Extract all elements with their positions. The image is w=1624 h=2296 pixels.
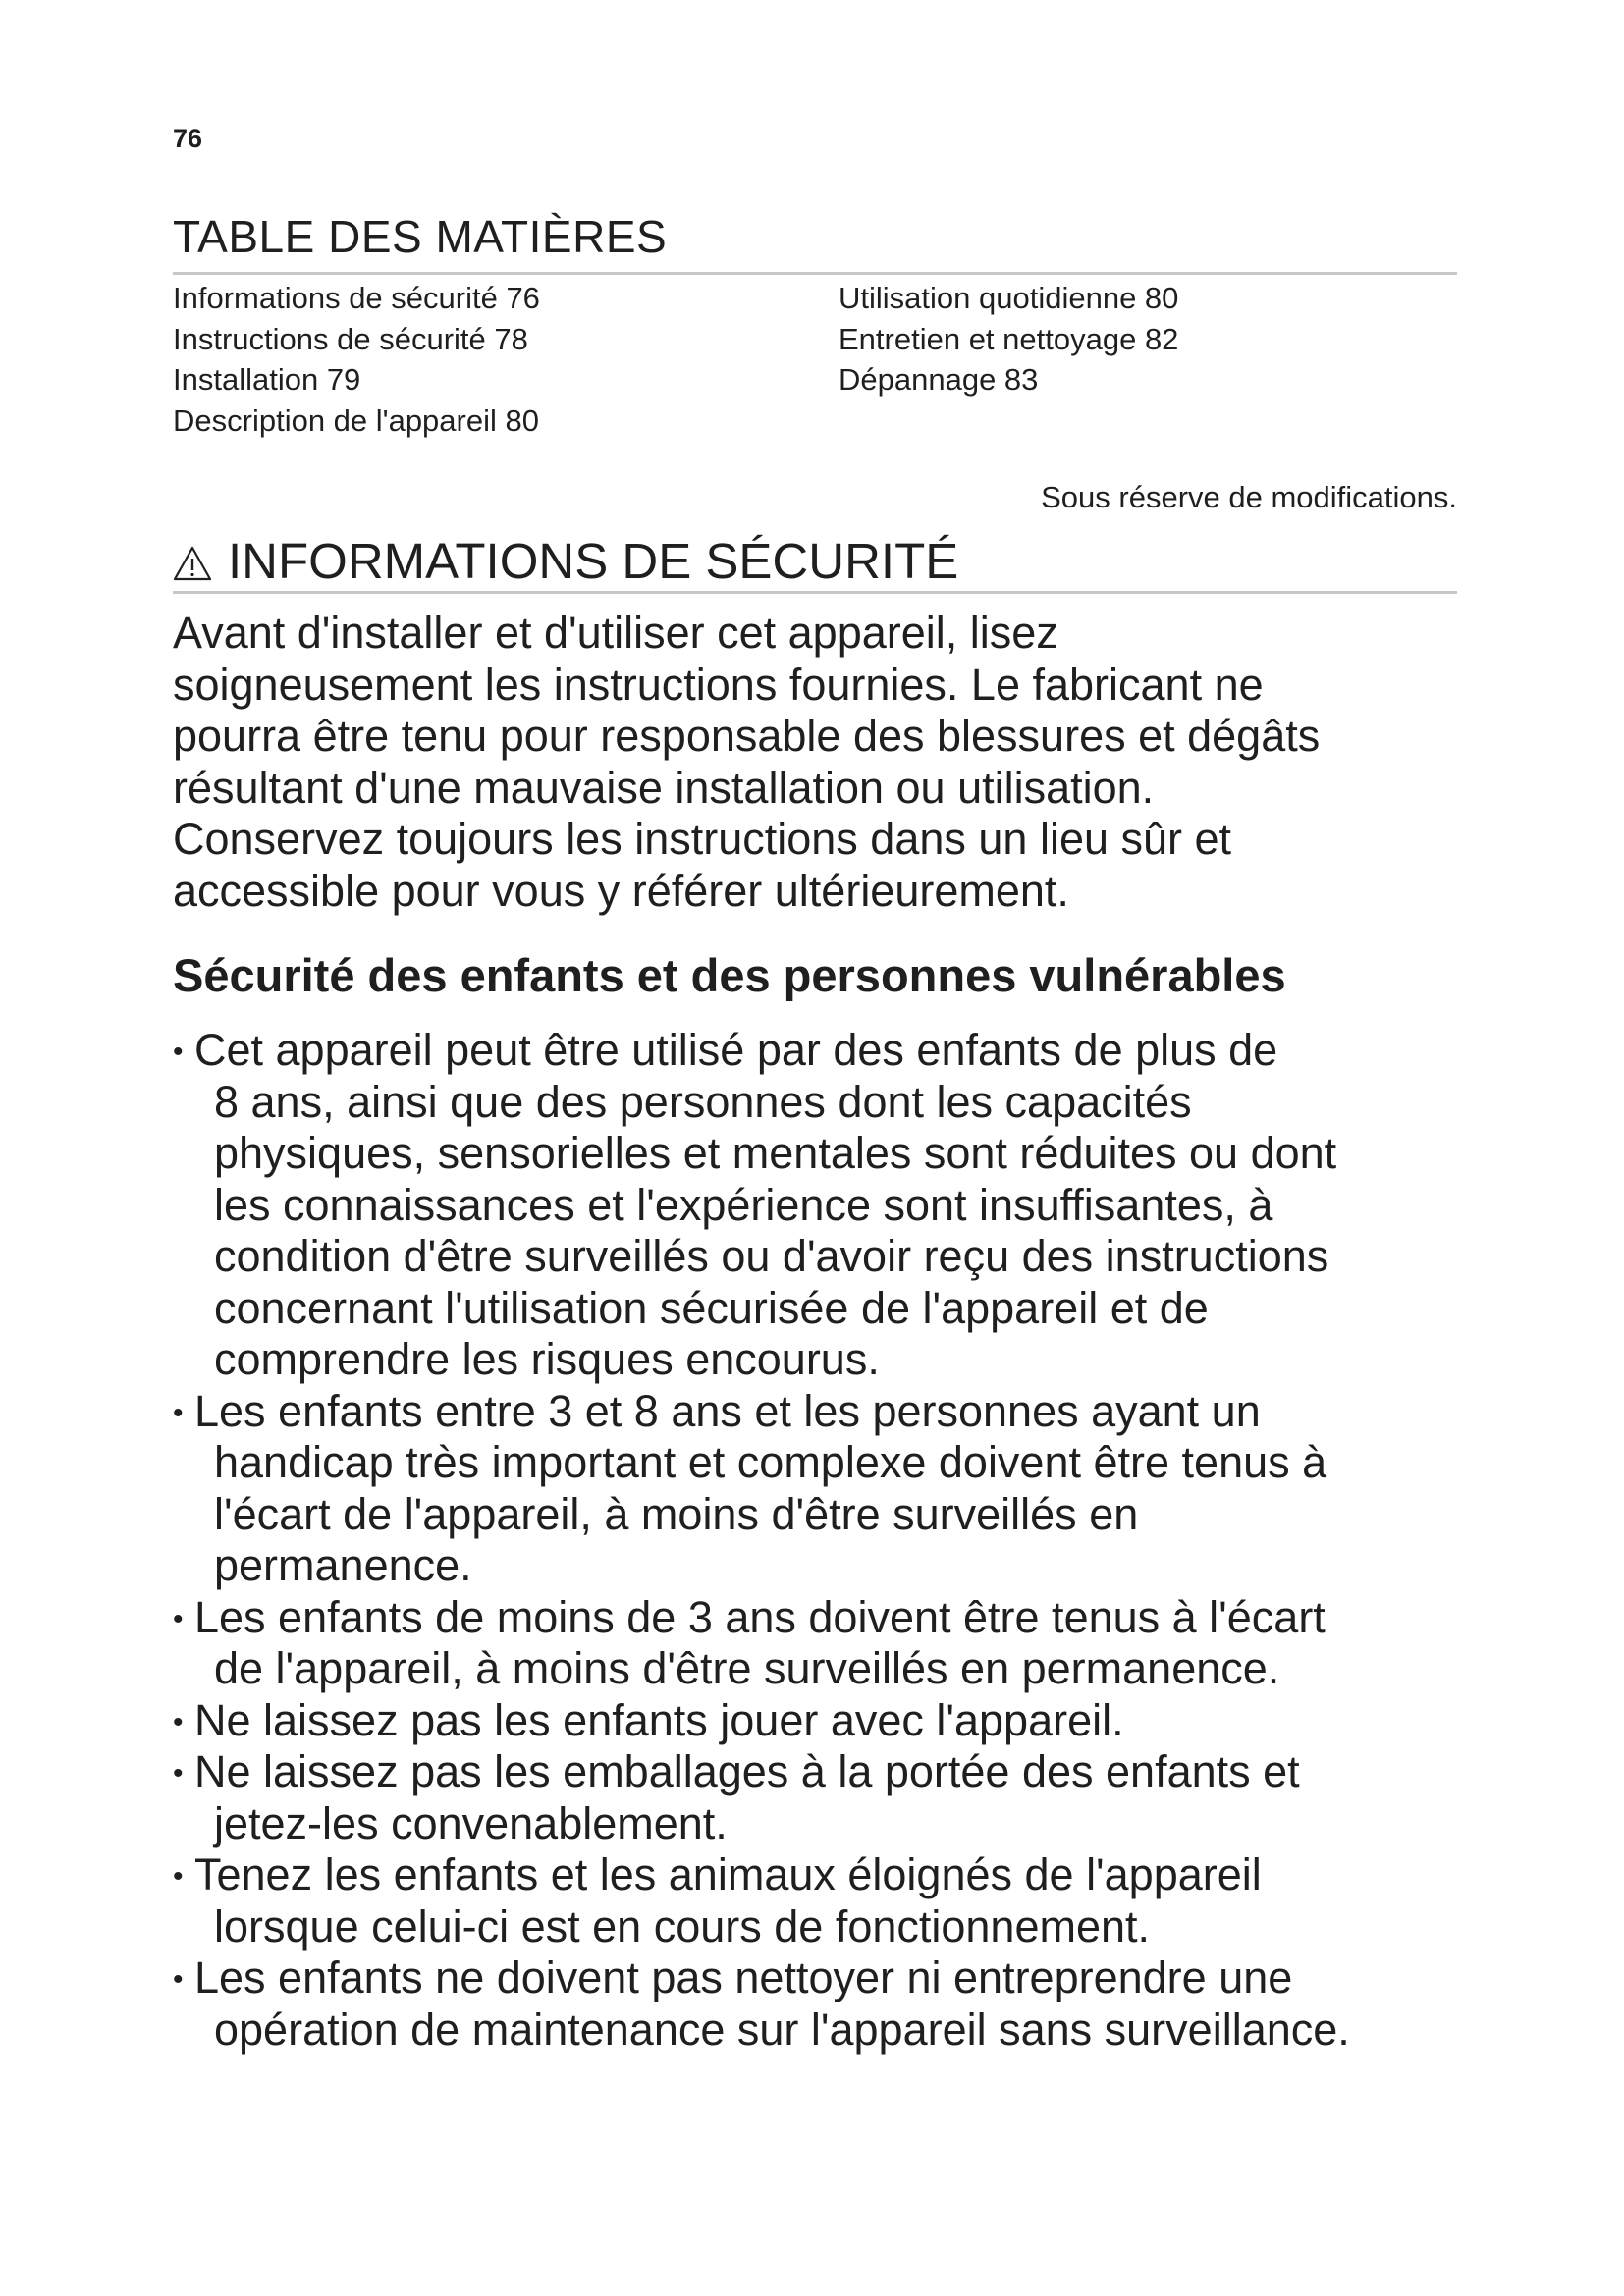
bullet-text bbox=[194, 1386, 1326, 1592]
bullet-line: opération de maintenance sur l'appareil sans surveillance. bbox=[214, 2003, 1350, 2055]
list-item bbox=[171, 1386, 1487, 1592]
toc-entry: Dépannage 83 bbox=[839, 362, 1039, 397]
bullet-text bbox=[194, 1952, 1350, 2056]
toc-divider bbox=[173, 272, 1457, 275]
bullet-line: permanence. bbox=[214, 1540, 472, 1590]
list-item bbox=[171, 1952, 1487, 2056]
page-number: 76 bbox=[173, 124, 203, 153]
bullet-dot-icon: • bbox=[173, 1963, 184, 1996]
bullet-marker bbox=[171, 1386, 194, 1592]
bullet-line: Ne laissez pas les emballages à la portée des enfants et bbox=[194, 1746, 1300, 1796]
toc-entry: Installation 79 bbox=[173, 362, 361, 397]
list-item bbox=[171, 1695, 1487, 1747]
list-item bbox=[171, 1746, 1487, 1849]
intro-line: accessible pour vous y référer ultérieurement. bbox=[173, 865, 1069, 916]
bullet-text bbox=[194, 1695, 1124, 1747]
bullet-dot-icon: • bbox=[173, 1860, 184, 1893]
bullet-dot-icon: • bbox=[173, 1705, 184, 1738]
bullet-line: physiques, sensorielles et mentales sont réduites ou dont bbox=[214, 1128, 1337, 1178]
warning-triangle-icon bbox=[173, 546, 212, 581]
bullet-text bbox=[194, 1025, 1336, 1386]
toc-left-column bbox=[173, 278, 540, 441]
bullet-line: les connaissances et l'expérience sont insuffisantes, à bbox=[214, 1179, 1273, 1230]
bullet-line: l'écart de l'appareil, à moins d'être surveillés en bbox=[214, 1488, 1139, 1539]
bullet-line: handicap très important et complexe doivent être tenus à bbox=[214, 1437, 1327, 1487]
bullet-line: de l'appareil, à moins d'être surveillés en permanence. bbox=[214, 1643, 1280, 1693]
intro-line: Avant d'installer et d'utiliser cet appareil, lisez bbox=[173, 608, 1058, 658]
list-item bbox=[171, 1849, 1487, 1952]
bullet-line: Ne laissez pas les enfants jouer avec l'appareil. bbox=[194, 1694, 1124, 1745]
bullet-marker bbox=[171, 1592, 194, 1695]
bullet-dot-icon: • bbox=[173, 1602, 184, 1635]
bullet-line: Cet appareil peut être utilisé par des enfants de plus de bbox=[194, 1025, 1278, 1075]
toc-right-column bbox=[839, 278, 1178, 400]
bullet-marker bbox=[171, 1746, 194, 1849]
bullet-text bbox=[194, 1746, 1300, 1849]
bullet-line: 8 ans, ainsi que des personnes dont les capacités bbox=[214, 1076, 1192, 1127]
intro-line: pourra être tenu pour responsable des blessures et dégâts bbox=[173, 711, 1321, 761]
subheading: Sécurité des enfants et des personnes vulnérables bbox=[173, 949, 1286, 1001]
bullet-line: lorsque celui-ci est en cours de fonctionnement. bbox=[214, 1900, 1151, 1951]
toc-entry: Entretien et nettoyage 82 bbox=[839, 321, 1179, 356]
toc-entry: Description de l'appareil 80 bbox=[173, 402, 539, 438]
section-title bbox=[173, 533, 959, 589]
bullet-text bbox=[194, 1592, 1326, 1695]
list-item bbox=[171, 1592, 1487, 1695]
bullet-text bbox=[194, 1849, 1262, 1952]
bullet-dot-icon: • bbox=[173, 1396, 184, 1429]
bullet-line: concernant l'utilisation sécurisée de l'appareil et de bbox=[214, 1282, 1209, 1333]
bullet-marker bbox=[171, 1849, 194, 1952]
toc-entry: Informations de sécurité 76 bbox=[173, 281, 540, 315]
bullet-line: Les enfants de moins de 3 ans doivent être tenus à l'écart bbox=[194, 1591, 1326, 1642]
bullet-dot-icon: • bbox=[173, 1757, 184, 1789]
toc-title: TABLE DES MATIÈRES bbox=[173, 211, 668, 262]
bullet-marker bbox=[171, 1025, 194, 1386]
bullet-marker bbox=[171, 1952, 194, 2056]
bullet-line: comprendre les risques encourus. bbox=[214, 1334, 880, 1384]
section-title-text: INFORMATIONS DE SÉCURITÉ bbox=[228, 533, 959, 589]
bullet-list bbox=[171, 1025, 1487, 2056]
section-divider bbox=[173, 591, 1457, 594]
bullet-dot-icon: • bbox=[173, 1036, 184, 1068]
toc-entry: Utilisation quotidienne 80 bbox=[839, 281, 1179, 315]
intro-line: soigneusement les instructions fournies. Le fabricant ne bbox=[173, 659, 1264, 710]
bullet-line: Les enfants entre 3 et 8 ans et les personnes ayant un bbox=[194, 1385, 1261, 1436]
toc-entry: Instructions de sécurité 78 bbox=[173, 321, 528, 356]
list-item bbox=[171, 1025, 1487, 1386]
intro-line: résultant d'une mauvaise installation ou utilisation. bbox=[173, 762, 1155, 813]
intro-line: Conservez toujours les instructions dans un lieu sûr et bbox=[173, 814, 1232, 864]
bullet-line: condition d'être surveillés ou d'avoir reçu des instructions bbox=[214, 1231, 1329, 1281]
intro-paragraph bbox=[173, 608, 1479, 917]
bullet-line: Les enfants ne doivent pas nettoyer ni entreprendre une bbox=[194, 1952, 1293, 2002]
bullet-line: jetez-les convenablement. bbox=[214, 1797, 728, 1848]
bullet-line: Tenez les enfants et les animaux éloignés de l'appareil bbox=[194, 1849, 1262, 1899]
bullet-marker bbox=[171, 1695, 194, 1747]
modification-notice: Sous réserve de modifications. bbox=[1041, 480, 1457, 514]
